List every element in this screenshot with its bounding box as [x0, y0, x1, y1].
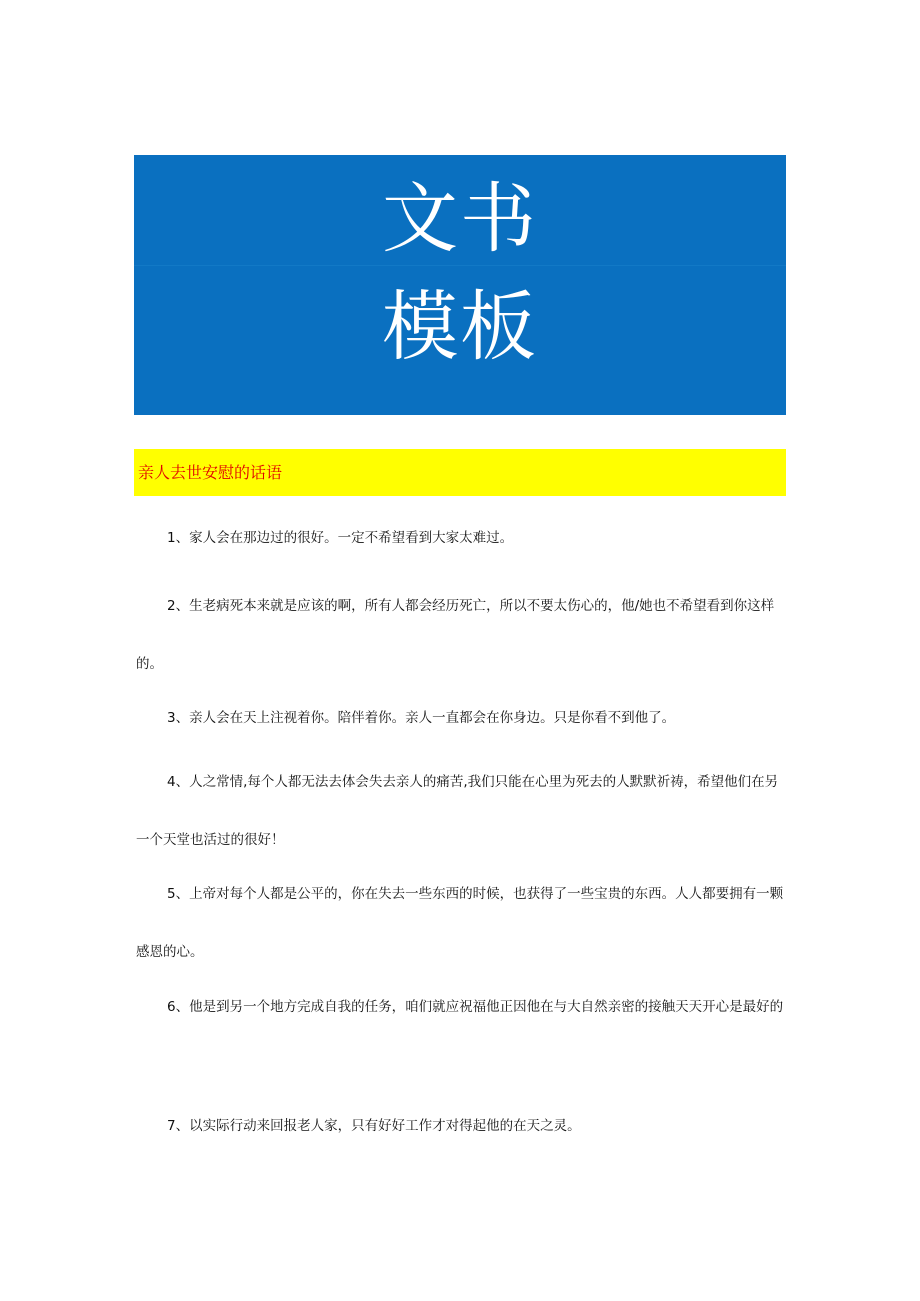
list-item: 6、他是到另一个地方完成自我的任务，咱们就应祝福他正因他在与大自然亲密的接触天天开心是最好的 [167, 999, 784, 1015]
list-item: 3、亲人会在天上注视着你。陪伴着你。亲人一直都会在你身边。只是你看不到他了。 [167, 710, 676, 726]
list-item: 1、家人会在那边过的很好。一定不希望看到大家太难过。 [167, 530, 514, 546]
section-heading: 亲人去世安慰的话语 [134, 449, 786, 496]
list-item: 4、人之常情,每个人都无法去体会失去亲人的痛苦,我们只能在心里为死去的人默默祈祷，希望他们在另一个天堂也活过的很好！ [136, 774, 779, 848]
cover-title-line-2: 模板 [382, 282, 538, 371]
cover-title-line-1: 文书 [382, 174, 538, 263]
cover-divider [134, 265, 786, 266]
cover-banner [134, 155, 786, 415]
list-item: 7、以实际行动来回报老人家，只有好好工作才对得起他的在天之灵。 [167, 1118, 581, 1134]
list-item: 5、上帝对每个人都是公平的，你在失去一些东西的时候，也获得了一些宝贵的东西。人人都要拥有一颗感恩的心。 [136, 886, 784, 960]
list-item: 2、生老病死本来就是应该的啊，所有人都会经历死亡，所以不要太伤心的，他/她也不希望看到你这样的。 [136, 598, 775, 672]
